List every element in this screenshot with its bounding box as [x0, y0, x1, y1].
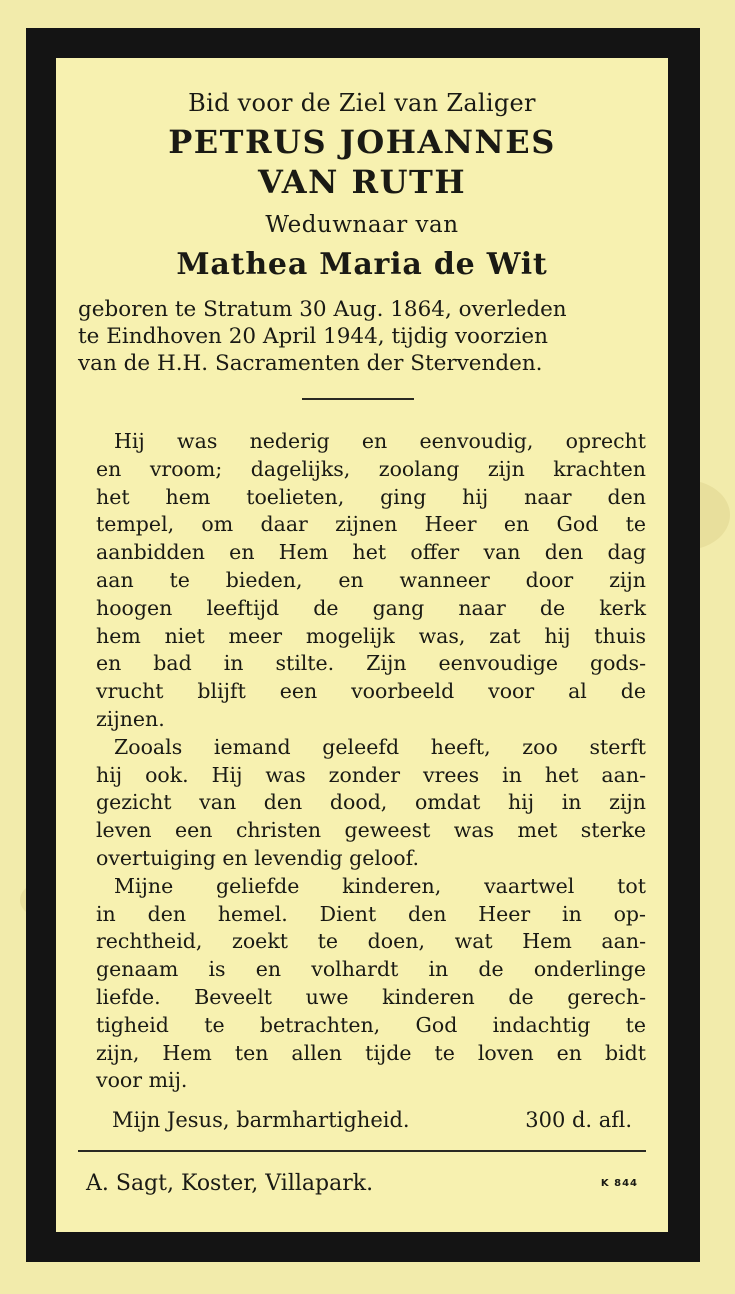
memorial-text-line: hem niet meer mogelijk was, zat hij thuis [96, 623, 646, 648]
memorial-text-line: hoogen leeftijd de gang naar de kerk [96, 595, 646, 620]
memorial-text-line: voor mij. [96, 1068, 188, 1093]
memorial-text-line: rechtheid, zoekt te doen, wat Hem aan- [96, 929, 646, 954]
memorial-text-line: aanbidden en Hem het offer van den dag [96, 540, 646, 565]
memorial-text [96, 428, 646, 1095]
divider [302, 398, 414, 400]
printer-credit: A. Sagt, Koster, Villapark. [86, 1171, 374, 1196]
memorial-text-line: Mijne geliefde kinderen, vaartwel tot [114, 873, 646, 898]
dates-line: te Eindhoven 20 April 1944, tijdig voorzien [78, 324, 548, 349]
memorial-text-line: gezicht van den dood, omdat hij in zijn [96, 790, 646, 815]
memorial-text-line: zijnen. [96, 706, 165, 731]
memorial-text-line: tempel, om daar zijnen Heer en God te [96, 512, 646, 537]
memorial-text-line: Zooals iemand geleefd heeft, zoo sterft [114, 734, 646, 759]
card-header [56, 88, 668, 284]
memorial-text-line: aan te bieden, en wanneer door zijn [96, 567, 646, 592]
memorial-text-line: en vroom; dagelijks, zoolang zijn krachten [96, 456, 646, 481]
memorial-text-line: hij ook. Hij was zonder vrees in het aan- [96, 762, 646, 787]
closing-prayer: Mijn Jesus, barmhartigheid. [112, 1108, 410, 1132]
widower-label: Weduwnaar van [265, 212, 459, 238]
dates-line: van de H.H. Sacramenten der Stervenden. [78, 351, 543, 376]
memorial-text-line: vrucht blijft een voorbeeld voor al de [96, 679, 646, 704]
memorial-text-line: liefde. Beveelt uwe kinderen de gerech- [96, 984, 646, 1009]
footer-divider [78, 1150, 646, 1152]
memorial-text-line: en bad in stilte. Zijn eenvoudige gods- [96, 651, 646, 676]
memorial-text-line: het hem toelieten, ging hij naar den [96, 484, 646, 509]
deceased-name-line-2: VAN RUTH [257, 163, 467, 201]
spouse-name: Mathea Maria de Wit [176, 247, 548, 282]
memorial-text-line: in den hemel. Dient den Heer in op- [96, 901, 646, 926]
memorial-text-line: Hij was nederig en eenvoudig, oprecht [114, 429, 646, 453]
intro-text: Bid voor de Ziel van Zaliger [188, 89, 536, 117]
card-code: K 844 [600, 1178, 638, 1189]
memorial-text-line: overtuiging en levendig geloof. [96, 845, 420, 870]
closing-prayer-line [112, 1106, 632, 1134]
memorial-text-line: leven een christen geweest was met sterke [96, 818, 646, 843]
indulgence-note: 300 d. afl. [525, 1108, 632, 1132]
memorial-text-line: zijn, Hem ten allen tijde te loven en bidt [96, 1040, 646, 1065]
memorial-text-line: genaam is en volhardt in de onderlinge [96, 957, 646, 982]
card-content [56, 58, 668, 1232]
birth-death-details [78, 296, 650, 377]
dates-line: geboren te Stratum 30 Aug. 1864, overleden [78, 297, 567, 322]
deceased-name-line-1: PETRUS JOHANNES [168, 123, 556, 161]
memorial-text-line: tigheid te betrachten, God indachtig te [96, 1012, 646, 1037]
